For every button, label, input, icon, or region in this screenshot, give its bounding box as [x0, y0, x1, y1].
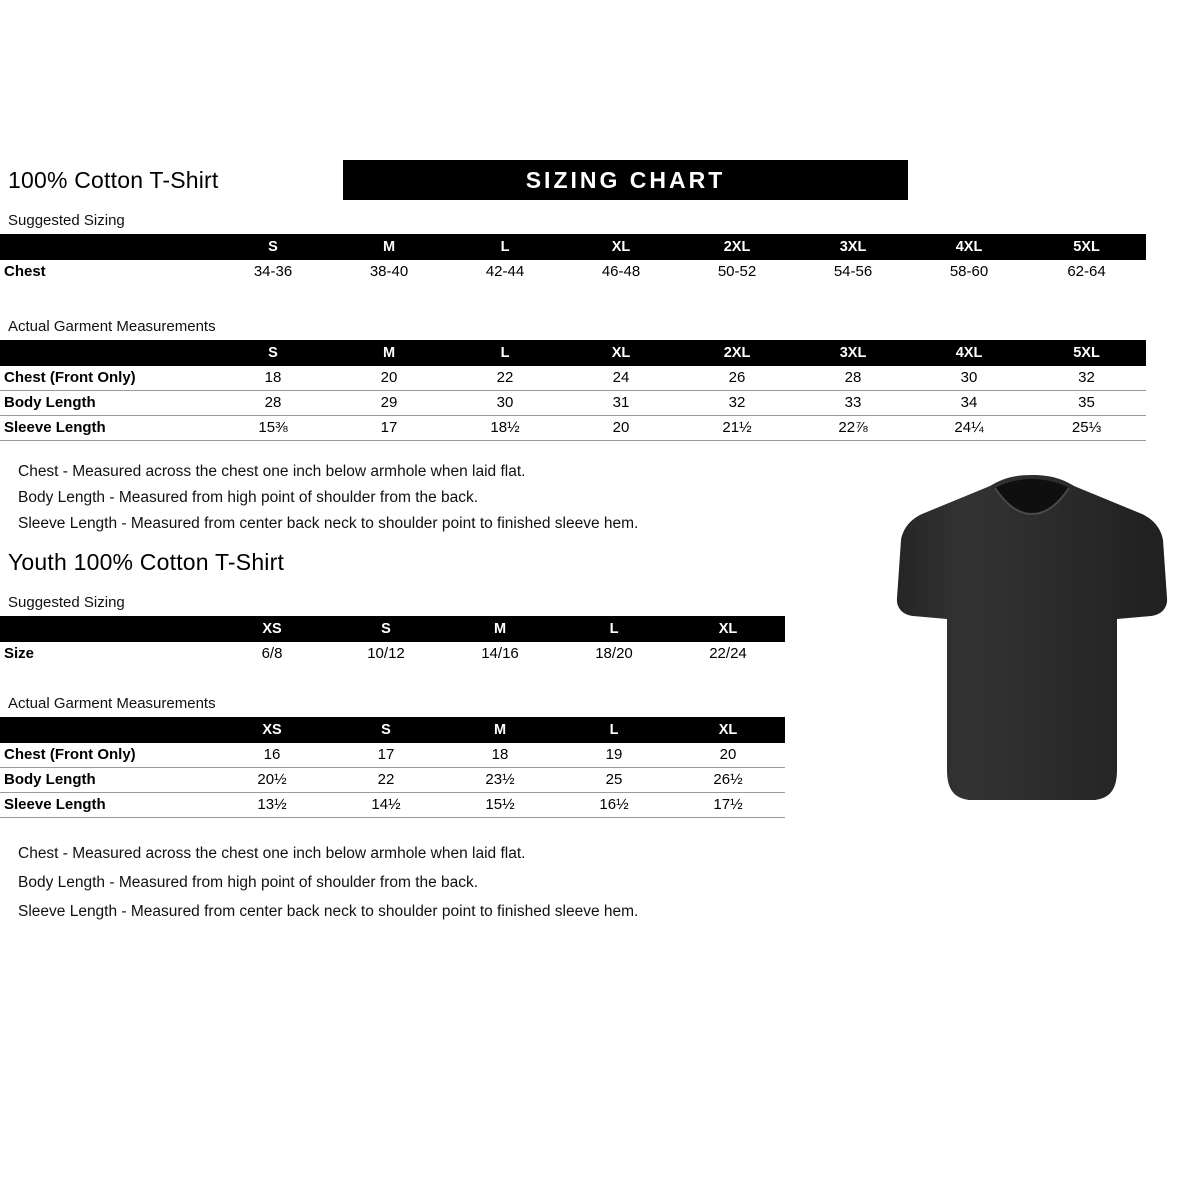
row-label: Chest (Front Only)	[4, 369, 136, 386]
col-header: XL	[671, 717, 785, 743]
adult-suggested-sizing-label: Suggested Sizing	[8, 212, 125, 229]
col-header: M	[443, 717, 557, 743]
table-header-row	[0, 717, 785, 743]
table-row	[0, 391, 1146, 416]
col-header: L	[557, 616, 671, 642]
table-row	[0, 366, 1146, 391]
col-header: L	[447, 234, 563, 260]
col-header	[0, 234, 215, 260]
row-label: Body Length	[4, 394, 96, 411]
row-label: Body Length	[4, 771, 96, 788]
cell: 30	[960, 369, 978, 386]
col-header: M	[331, 234, 447, 260]
cell: 20	[612, 419, 630, 436]
cell: 28	[264, 394, 282, 411]
table-row	[0, 260, 1146, 284]
cell: 50-52	[717, 263, 757, 280]
youth-garment-measurements-label: Actual Garment Measurements	[8, 695, 216, 712]
cell: 24	[612, 369, 630, 386]
table-row	[0, 416, 1146, 441]
row-label: Sleeve Length	[4, 796, 106, 813]
tshirt-illustration	[895, 470, 1170, 815]
table-header-row	[0, 616, 785, 642]
col-header: 3XL	[795, 234, 911, 260]
cell: 21½	[722, 419, 752, 436]
cell: 34	[960, 394, 978, 411]
youth-garment-measurements-table	[0, 717, 785, 818]
table-row	[0, 642, 785, 666]
col-header: 4XL	[911, 234, 1027, 260]
cell: 32	[1078, 369, 1095, 386]
col-header: S	[329, 616, 443, 642]
cell: 26	[728, 369, 746, 386]
table-row	[0, 743, 785, 768]
adult-note-body-length: Body Length - Measured from high point of shoulder from the back.	[18, 489, 479, 506]
adult-note-sleeve-length: Sleeve Length - Measured from center back neck to shoulder point to finished sleeve hem.	[18, 515, 639, 532]
col-header: M	[443, 616, 557, 642]
cell: 30	[496, 394, 514, 411]
adult-garment-measurements-label: Actual Garment Measurements	[8, 318, 216, 335]
youth-note-chest: Chest - Measured across the chest one inch below armhole when laid flat.	[18, 845, 526, 862]
cell: 17	[380, 419, 398, 436]
cell: 25⅓	[1071, 419, 1102, 436]
col-header: 3XL	[795, 340, 911, 366]
cell: 28	[844, 369, 862, 386]
cell: 34-36	[253, 263, 293, 280]
youth-suggested-sizing-table	[0, 616, 785, 666]
cell: 14/16	[481, 645, 519, 662]
col-header: 2XL	[679, 340, 795, 366]
cell: 20½	[257, 771, 287, 788]
adult-note-chest: Chest - Measured across the chest one inch below armhole when laid flat.	[18, 463, 526, 480]
cell: 20	[380, 369, 398, 386]
cell: 23½	[485, 771, 515, 788]
youth-section-title: Youth 100% Cotton T-Shirt	[8, 549, 285, 575]
cell: 17½	[713, 796, 743, 813]
cell: 18	[491, 746, 509, 763]
sizing-chart-banner	[343, 160, 908, 200]
cell: 35	[1078, 394, 1095, 411]
col-header: XL	[563, 340, 679, 366]
cell: 54-56	[833, 263, 873, 280]
col-header: XL	[671, 616, 785, 642]
sizing-chart-banner-label: SIZING CHART	[525, 167, 726, 193]
youth-note-body-length: Body Length - Measured from high point of shoulder from the back.	[18, 874, 479, 891]
cell: 20	[719, 746, 737, 763]
cell: 13½	[257, 796, 287, 813]
col-header: XS	[215, 717, 329, 743]
cell: 22	[496, 369, 514, 386]
cell: 17	[377, 746, 395, 763]
cell: 62-64	[1067, 263, 1106, 280]
cell: 19	[605, 746, 623, 763]
header-row	[8, 160, 908, 202]
youth-suggested-sizing-label: Suggested Sizing	[8, 594, 125, 611]
cell: 16	[263, 746, 281, 763]
col-header: XL	[563, 234, 679, 260]
table-row	[0, 768, 785, 793]
table-row	[0, 793, 785, 818]
cell: 46-48	[601, 263, 641, 280]
col-header: S	[215, 340, 331, 366]
cell: 32	[728, 394, 746, 411]
youth-note-sleeve-length: Sleeve Length - Measured from center back neck to shoulder point to finished sleeve hem.	[18, 903, 639, 920]
row-label: Size	[4, 645, 35, 662]
col-header: S	[329, 717, 443, 743]
adult-suggested-sizing-table	[0, 234, 1146, 284]
cell: 18/20	[595, 645, 633, 662]
col-header: 5XL	[1027, 234, 1146, 260]
row-label: Sleeve Length	[4, 419, 106, 436]
col-header: 4XL	[911, 340, 1027, 366]
col-header: L	[447, 340, 563, 366]
col-header: 5XL	[1027, 340, 1146, 366]
cell: 10/12	[367, 645, 405, 662]
col-header	[0, 340, 215, 366]
cell: 16½	[599, 796, 629, 813]
cell: 14½	[371, 796, 401, 813]
page-title: 100% Cotton T-Shirt	[8, 167, 219, 193]
row-label: Chest (Front Only)	[4, 746, 136, 763]
cell: 31	[612, 394, 630, 411]
cell: 42-44	[485, 263, 525, 280]
cell: 22⅞	[838, 419, 868, 436]
cell: 15⅜	[258, 419, 288, 436]
col-header: XS	[215, 616, 329, 642]
adult-garment-measurements-table	[0, 340, 1146, 441]
cell: 6/8	[261, 645, 283, 662]
cell: 18½	[490, 419, 520, 436]
cell: 38-40	[369, 263, 409, 280]
col-header: M	[331, 340, 447, 366]
col-header	[0, 616, 215, 642]
cell: 24¼	[954, 419, 984, 436]
table-header-row	[0, 234, 1146, 260]
cell: 15½	[485, 796, 515, 813]
col-header: L	[557, 717, 671, 743]
cell: 29	[380, 394, 398, 411]
cell: 18	[264, 369, 282, 386]
col-header: S	[215, 234, 331, 260]
cell: 33	[844, 394, 862, 411]
table-header-row	[0, 340, 1146, 366]
row-label: Chest	[4, 263, 46, 280]
cell: 22/24	[709, 645, 747, 662]
cell: 22	[377, 771, 395, 788]
col-header	[0, 717, 215, 743]
cell: 26½	[713, 771, 743, 788]
cell: 25	[605, 771, 623, 788]
cell: 58-60	[949, 263, 989, 280]
col-header: 2XL	[679, 234, 795, 260]
